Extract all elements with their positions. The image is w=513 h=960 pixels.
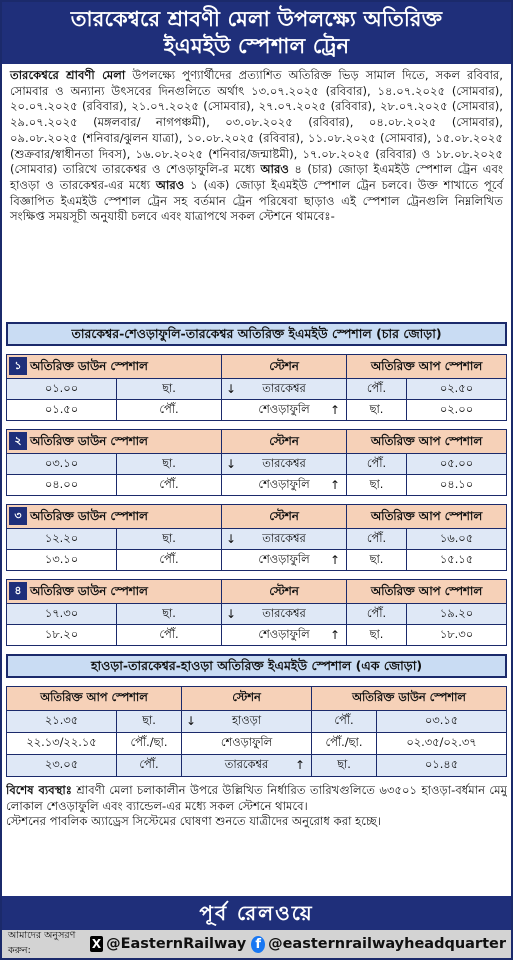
intro-text-3: ১ (এক) জোড়া ইএমইউ স্পেশাল ট্রেন চলবে। উক্ত শাখাতে পূর্বে বিজ্ঞাপিত ইএমইউ স্পেশাল ট্রেন সহ বর্তমান ট্রেন পরিষেবা ছাড়াও এই স্পেশাল ট্রেনগুলি নিম্নলিখিত সংক্ষিপ্ত সময়সূচী অনুযায়ী চলবে এবং যাত্রাপথে সকল স্টেশনে থামবেঃ- — [10, 177, 503, 224]
down-arrow-icon: ↓ — [226, 607, 237, 621]
down-special-header: ২ অতিরিক্ত ডাউন স্পেশাল — [7, 430, 222, 454]
block-number: ৩ — [9, 507, 27, 525]
block-number: ১ — [9, 357, 27, 375]
station-header: স্টেশন — [182, 687, 312, 711]
down-special-header: ৩ অতিরিক্ত ডাউন স্পেশাল — [7, 505, 222, 529]
up-arrow-icon: ↑ — [329, 478, 340, 492]
up-special-header: অতিরিক্ত আপ স্পেশাল — [347, 355, 507, 379]
header-line-2: ইএমইউ স্পেশাল ট্রেন — [163, 34, 350, 58]
footer-org-name: পূর্ব রেলওয়ে — [2, 896, 511, 930]
table-row: ০৪.০০ পৌঁ. শেওড়াফুলি ↑ ছা. ০৪.১০ — [7, 475, 507, 496]
x-logo-icon[interactable]: X — [91, 937, 102, 951]
intro-text-1: উপলক্ষ্যে পুণ্যার্থীদের প্রত্যাশিত অতিরিক্ত ভিড় সামাল দিতে, সকল রবিবার, সোমবার ও অন্যান্য উৎসবের দিনগুলিতে অর্থাৎ ১৩.০৭.২০২৫ (রবিবার), ১৪.০৭.২০২৫ (সোমবার), ২০.০৭.২০২৫ (রবিবার), ২১.০৭.২০২৫ (সোমবার), ২৭.০৭.২০২৫ (রবিবার), ২৮.০৭.২০২৫ (সোমবার), ২৯.০৭.২০২৫ (মঙ্গলবার/ নাগপঞ্চমী), ০৩.০৮.২০২৫ (রবিবার), ০৪.০৮.২০২৫ (সোমবার), ০৯.০৮.২০২৫ (শনিবার/ঝুলন যাত্রা), ১০.০৮.২০২৫ (রবিবার), ১১.০৮.২০২৫ (সোমবার), ১৫.০৮.২০২৫ (শুক্রবার/স্বাধীনতা দিবস), ১৬.০৮.২০২৫ (শনিবার/জন্মাষ্টমী), ১৭.০৮.২০২৫ (রবিবার) ও ১৮.০৮.২০২৫ (সোমবার) তারিখে তারকেশ্বর ও শেওড়াফুলি-র মধ্যে — [10, 68, 503, 177]
schedule-block-howrah — [6, 686, 507, 777]
down-arrow-icon: ↓ — [226, 382, 237, 396]
up-special-header: অতিরিক্ত আপ স্পেশাল — [7, 687, 182, 711]
follow-label: আমাদের অনুসরণ করুন: — [8, 930, 76, 956]
header-line-1: তারকেশ্বরে শ্রাবণী মেলা উপলক্ষ্যে অতিরিক্ত — [70, 7, 443, 31]
table-row: ১৩.১০ পৌঁ. শেওড়াফুলি ↑ ছা. ১৫.১৫ — [7, 550, 507, 571]
up-special-header: অতিরিক্ত আপ স্পেশাল — [347, 505, 507, 529]
table-row: ১৮.২০ পৌঁ. শেওড়াফুলি ↑ ছা. ১৮.৩০ — [7, 625, 507, 646]
up-arrow-icon: ↑ — [329, 628, 340, 642]
section1-title: তারকেশ্বর-শেওড়াফুলি-তারকেশ্বর অতিরিক্ত ইএমইউ স্পেশাল (চার জোড়া) — [6, 322, 507, 346]
facebook-handle-link[interactable]: @easternrailwayheadquarter — [268, 936, 507, 952]
schedule-block-4 — [6, 579, 507, 646]
down-arrow-icon: ↓ — [226, 532, 237, 546]
table-row: ২২.১৩/২২.১৫ পৌঁ./ছা. শেওড়াফুলি পৌঁ./ছা. ০২.৩৫/০২.৩৭ — [7, 733, 507, 755]
up-special-header: অতিরিক্ত আপ স্পেশাল — [347, 580, 507, 604]
intro-bold-2: আরও — [155, 177, 185, 192]
special-text-1: শ্রাবণী মেলা চলাকালীন উপরে উল্লিখিত নির্ধারিত তারিখগুলিতে ৬৩৫০১ হাওড়া-বর্ধমান মেমু লোকাল শেওড়াফুলি এবং ব্যান্ডেল-এর মধ্যে সকল স্টেশনে থামবে। — [6, 783, 507, 813]
table-row: ২৩.০৫ পৌঁ. তারকেশ্বর ↑ ছা. ০১.৪৫ — [7, 755, 507, 777]
table-row: ২১.৩৫ ছা. ↓ হাওড়া পৌঁ. ০৩.১৫ — [7, 711, 507, 733]
schedule-block-2 — [6, 429, 507, 496]
special-text-2: স্টেশনের পাবলিক অ্যাড্রেস সিস্টেমের ঘোষণা শুনতে যাত্রীদের অনুরোধ করা হচ্ছে। — [6, 814, 382, 829]
station-header: স্টেশন — [222, 580, 347, 604]
down-special-header: ১ অতিরিক্ত ডাউন স্পেশাল — [7, 355, 222, 379]
block-number: ২ — [9, 432, 27, 450]
down-special-header: অতিরিক্ত ডাউন স্পেশাল — [312, 687, 507, 711]
schedule-block-3 — [6, 504, 507, 571]
table-row: ১৭.৩০ ছা. ↓ তারকেশ্বর পৌঁ. ১৯.২০ — [7, 604, 507, 625]
block-number: ৪ — [9, 582, 27, 600]
intro-lead: তারকেশ্বরে শ্রাবণী মেলা — [10, 68, 126, 82]
up-arrow-icon: ↑ — [329, 403, 340, 417]
table-row: ০১.৫০ পৌঁ. শেওড়াফুলি ↑ ছা. ০২.০০ — [7, 400, 507, 421]
schedule-block-1 — [6, 354, 507, 421]
x-handle-link[interactable]: @EasternRailway — [106, 936, 247, 952]
section2-title: হাওড়া-তারকেশ্বর-হাওড়া অতিরিক্ত ইএমইউ স্পেশাল (এক জোড়া) — [6, 654, 507, 678]
facebook-logo-icon[interactable]: f — [251, 936, 265, 953]
table-row: ১২.২০ ছা. ↓ তারকেশ্বর পৌঁ. ১৬.০৫ — [7, 529, 507, 550]
special-label: বিশেষ ব্যবস্থাঃ — [6, 783, 72, 797]
social-bar — [2, 930, 511, 958]
up-arrow-icon: ↑ — [329, 553, 340, 567]
station-header: স্টেশন — [222, 355, 347, 379]
down-arrow-icon: ↓ — [226, 457, 237, 471]
up-special-header: অতিরিক্ত আপ স্পেশাল — [347, 430, 507, 454]
up-arrow-icon: ↑ — [294, 758, 305, 772]
down-special-header: ৪ অতিরিক্ত ডাউন স্পেশাল — [7, 580, 222, 604]
station-header: স্টেশন — [222, 505, 347, 529]
intro-bold-1: আরও — [260, 162, 289, 177]
table-row: ০৩.১০ ছা. ↓ তারকেশ্বর পৌঁ. ০৫.০০ — [7, 454, 507, 475]
down-arrow-icon: ↓ — [186, 714, 197, 728]
intro-text-2: ৪ (চার) জোড়া ইএমইউ স্পেশাল ট্রেন এবং হাওড়া ও তারকেশ্বর-এর মধ্যে — [10, 162, 503, 192]
notice-header — [2, 2, 511, 64]
station-header: স্টেশন — [222, 430, 347, 454]
table-row: ০১.০০ ছা. ↓ তারকেশ্বর পৌঁ. ০২.৫০ — [7, 379, 507, 400]
intro-paragraph — [2, 64, 511, 322]
special-arrangement-note — [6, 783, 507, 875]
